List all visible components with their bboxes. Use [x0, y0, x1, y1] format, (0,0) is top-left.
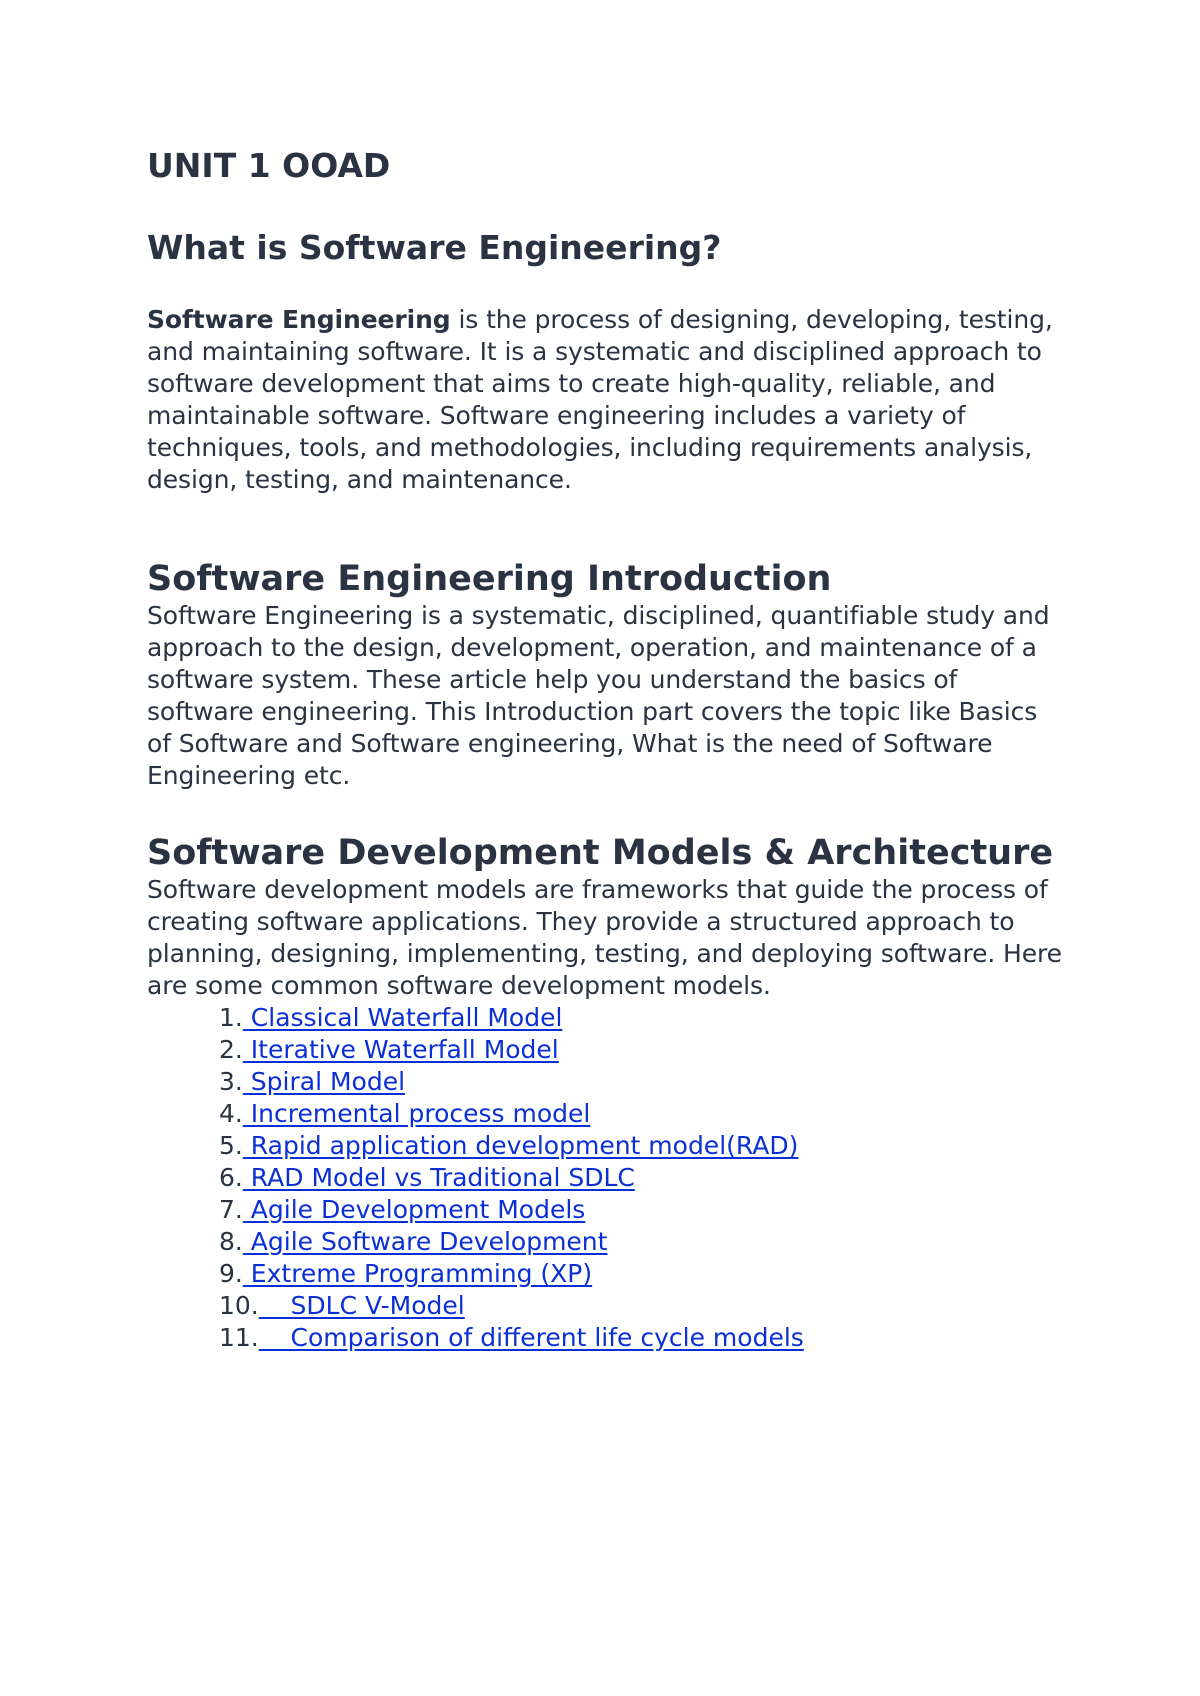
link-sdlc-v-model[interactable]: SDLC V-Model	[258, 1291, 465, 1320]
definition-text: is the process of designing, developing, testing, and maintaining software. It is a systematic and disciplined approach to software development that aims to create high-quality, reliable, and maintainable software. Software engineering includes a variety of techniques, tools, and methodologies, including requirements analysis, design, testing, and maintenance.	[147, 305, 1053, 494]
list-item	[219, 1258, 1067, 1290]
list-number: 9.	[219, 1259, 243, 1288]
models-list	[219, 1002, 1067, 1354]
list-item	[219, 1194, 1067, 1226]
list-number: 11.	[219, 1323, 259, 1352]
link-agile-models[interactable]: Agile Development Models	[242, 1195, 586, 1224]
list-number: 10.	[219, 1291, 259, 1320]
link-lifecycle-comparison[interactable]: Comparison of different life cycle models	[258, 1323, 804, 1352]
document-page	[147, 140, 1067, 1354]
list-number: 1.	[219, 1003, 243, 1032]
list-number: 4.	[219, 1099, 243, 1128]
link-rad-vs-sdlc[interactable]: RAD Model vs Traditional SDLC	[242, 1163, 635, 1192]
list-item	[219, 1130, 1067, 1162]
intro-paragraph: Software Engineering is a systematic, disciplined, quantifiable study and approach to the design, development, operation, and maintenance of a software system. These article help you understand the basics of software engineering. This Introduction part covers the topic like Basics of Software and Software engineering, What is the need of Software Engineering etc.	[147, 601, 1050, 790]
list-number: 6.	[219, 1163, 243, 1192]
list-item	[219, 1322, 1067, 1354]
models-paragraph: Software development models are frameworks that guide the process of creating software applications. They provide a structured approach to planning, designing, implementing, testing, and deploying software. Here are some common software development models.	[147, 875, 1062, 1000]
document-title: UNIT 1 OOAD	[147, 146, 391, 185]
list-number: 3.	[219, 1067, 243, 1096]
list-item	[219, 1098, 1067, 1130]
list-item	[219, 1066, 1067, 1098]
intro-heading: Software Engineering Introduction	[147, 559, 832, 599]
models-heading: Software Development Models & Architecture	[147, 833, 1054, 873]
list-item	[219, 1290, 1067, 1322]
link-rad-model[interactable]: Rapid application development model(RAD)	[242, 1131, 799, 1160]
definition-term: Software Engineering	[147, 305, 451, 334]
list-number: 2.	[219, 1035, 243, 1064]
link-spiral-model[interactable]: Spiral Model	[242, 1067, 406, 1096]
list-number: 7.	[219, 1195, 243, 1224]
list-item	[219, 1162, 1067, 1194]
list-number: 5.	[219, 1131, 243, 1160]
question-heading: What is Software Engineering?	[147, 228, 722, 267]
link-incremental-model[interactable]: Incremental process model	[242, 1099, 591, 1128]
list-number: 8.	[219, 1227, 243, 1256]
list-item	[219, 1002, 1067, 1034]
link-agile-software[interactable]: Agile Software Development	[242, 1227, 608, 1256]
list-item	[219, 1226, 1067, 1258]
link-classical-waterfall[interactable]: Classical Waterfall Model	[242, 1003, 563, 1032]
list-item	[219, 1034, 1067, 1066]
link-extreme-programming[interactable]: Extreme Programming (XP)	[242, 1259, 593, 1288]
definition-paragraph	[147, 304, 1067, 496]
link-iterative-waterfall[interactable]: Iterative Waterfall Model	[242, 1035, 559, 1064]
